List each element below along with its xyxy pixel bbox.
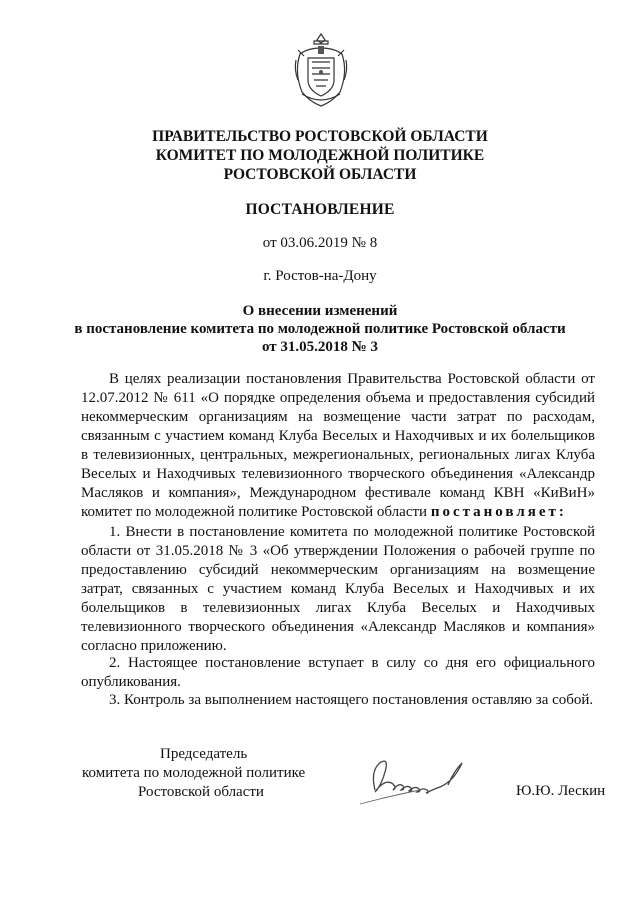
document-type: ПОСТАНОВЛЕНИЕ bbox=[245, 201, 395, 218]
header-committee: КОМИТЕТ ПО МОЛОДЕЖНОЙ ПОЛИТИКЕ bbox=[155, 147, 485, 164]
signer-name: Ю.Ю. Лескин bbox=[516, 783, 606, 799]
header-region: РОСТОВСКОЙ ОБЛАСТИ bbox=[223, 166, 417, 183]
header-government: ПРАВИТЕЛЬСТВО РОСТОВСКОЙ ОБЛАСТИ bbox=[152, 128, 488, 145]
handwritten-signature bbox=[340, 740, 475, 810]
preamble-paragraph bbox=[81, 370, 595, 522]
document-date-number: от 03.06.2019 № 8 bbox=[262, 235, 378, 251]
document-place: г. Ростов-на-Дону bbox=[263, 268, 377, 284]
item-2-paragraph: 2. Настоящее постановление вступает в силу со дня его официального опубликования. bbox=[81, 655, 595, 690]
item-1-paragraph: 1. Внести в постановление комитета по молодежной политике Ростовской области от 31.05.2018 № 3 «Об утверждении Положения о рабочей группе по предоставлению субсидий некоммерческим организациям на возмещение затрат, связанных с участием команд Клуба Веселых и Находчивых и их болельщиков в телевизионных лигах Клуба Веселых и Находчивых телевизионного творческого объединения «Александр Масляков и компания» согласно приложению. bbox=[81, 524, 595, 654]
preamble-text: В целях реализации постановления Правительства Ростовской области от 12.07.2012 № 611 «О порядке определения объема и предоставления субсидий некоммерческим организациям на возмещение части затрат по расходам, связанным с участием команд Клуба Веселых и Находчивых и их болельщиков в телевизионных, центральных, межрегиональных, региональных лигах Клуба Веселых и Находчивых телевизионного творческого объединения «Александр Масляков и компания», Международном фестивале команд КВН «КиВиН» комитет по молодежной политике Ростовской области bbox=[81, 371, 595, 520]
item-3-paragraph: 3. Контроль за выполнением настоящего постановления оставляю за собой. bbox=[109, 692, 594, 708]
signer-title-line-3: Ростовской области bbox=[138, 784, 264, 800]
subject-line-3: от 31.05.2018 № 3 bbox=[262, 339, 378, 355]
signer-title-line-1: Председатель bbox=[160, 746, 248, 762]
coat-of-arms-emblem bbox=[292, 32, 350, 108]
subject-line-2: в постановление комитета по молодежной политике Ростовской области bbox=[74, 321, 566, 337]
subject-line-1: О внесении изменений bbox=[242, 303, 398, 319]
signer-title-line-2: комитета по молодежной политике bbox=[82, 765, 306, 781]
resolves-word: постановляет: bbox=[430, 504, 567, 520]
